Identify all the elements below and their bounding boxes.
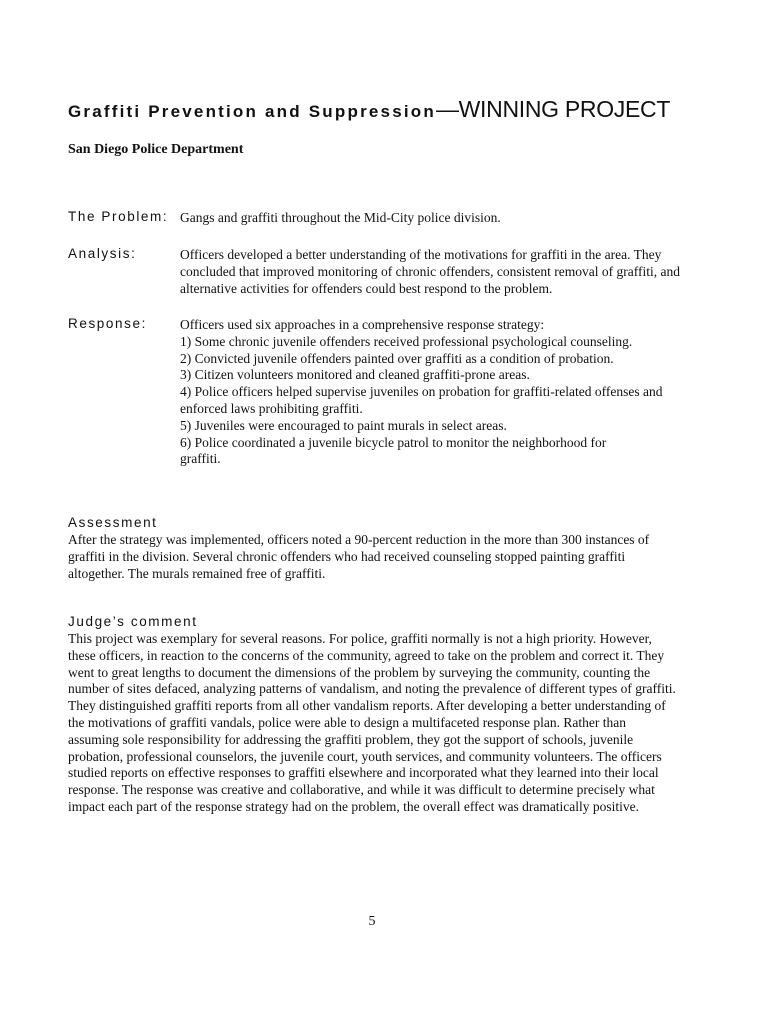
response-label: Response: bbox=[68, 316, 147, 331]
department-name: San Diego Police Department bbox=[68, 142, 244, 157]
analysis-label: Analysis: bbox=[68, 246, 137, 261]
response-block bbox=[180, 317, 680, 468]
response-item-3: 3) Citizen volunteers monitored and cleaned graffiti-prone areas. bbox=[180, 367, 530, 383]
problem-label: The Problem: bbox=[68, 209, 169, 224]
title-main: Graffiti Prevention and Suppression bbox=[68, 102, 436, 121]
assessment-text: After the strategy was implemented, officers noted a 90-percent reduction in the more than 300 instances of graffiti in the division. Several chronic offenders who had received counseling stopped painting graffiti altogether. The murals remained free of graffiti. bbox=[68, 532, 650, 581]
judges-comment-heading: Judge’s comment bbox=[68, 614, 198, 629]
response-item-2: 2) Convicted juvenile offenders painted over graffiti as a condition of probation. bbox=[180, 350, 614, 366]
response-item-1: 1) Some chronic juvenile offenders received professional psychological counseling. bbox=[180, 333, 633, 349]
page-number: 5 bbox=[368, 914, 376, 929]
problem-text: Gangs and graffiti throughout the Mid-City police division. bbox=[180, 210, 501, 225]
document-title bbox=[68, 96, 670, 123]
response-item-6: 6) Police coordinated a juvenile bicycle patrol to monitor the neighborhood for graffiti. bbox=[180, 434, 607, 467]
response-item-4: 4) Police officers helped supervise juveniles on probation for graffiti-related offenses and enforced laws prohibiting graffiti. bbox=[180, 384, 663, 416]
response-item-5: 5) Juveniles were encouraged to paint murals in select areas. bbox=[180, 417, 507, 433]
response-intro: Officers used six approaches in a comprehensive response strategy: bbox=[180, 317, 545, 332]
judges-comment-text: This project was exemplary for several reasons. For police, graffiti normally is not a high priority. However, these officers, in reaction to the concerns of the community, agreed to take on the problem and correct it. They went to great lengths to document the dimensions of the problem by surveying the community, counting the number of sites defaced, analyzing patterns of vandalism, and noting the prevalence of different types of graffiti. They distinguished graffiti reports from all other vandalism reports. After developing a better understanding of the motivations of graffiti vandals, police were able to design a multifaceted response plan. Rather than assuming sole responsibility for addressing the graffiti problem, they got the support of schools, juvenile probation, professional counselors, the juvenile court, youth services, and community volunteers. The officers studied reports on effective responses to graffiti elsewhere and incorporated what they learned into their local response. The response was creative and collaborative, and while it was difficult to determine precisely what impact each part of the response strategy had on the problem, the overall effect was dramatically positive. bbox=[68, 631, 676, 814]
analysis-text: Officers developed a better understanding of the motivations for graffiti in the area. They concluded that improved monitoring of chronic offenders, consistent removal of graffiti, and alternative activities for offenders could best respond to the problem. bbox=[180, 247, 680, 296]
assessment-heading: Assessment bbox=[68, 515, 158, 530]
title-dash: — bbox=[435, 96, 459, 122]
title-winning-project: WINNING PROJECT bbox=[458, 96, 671, 122]
